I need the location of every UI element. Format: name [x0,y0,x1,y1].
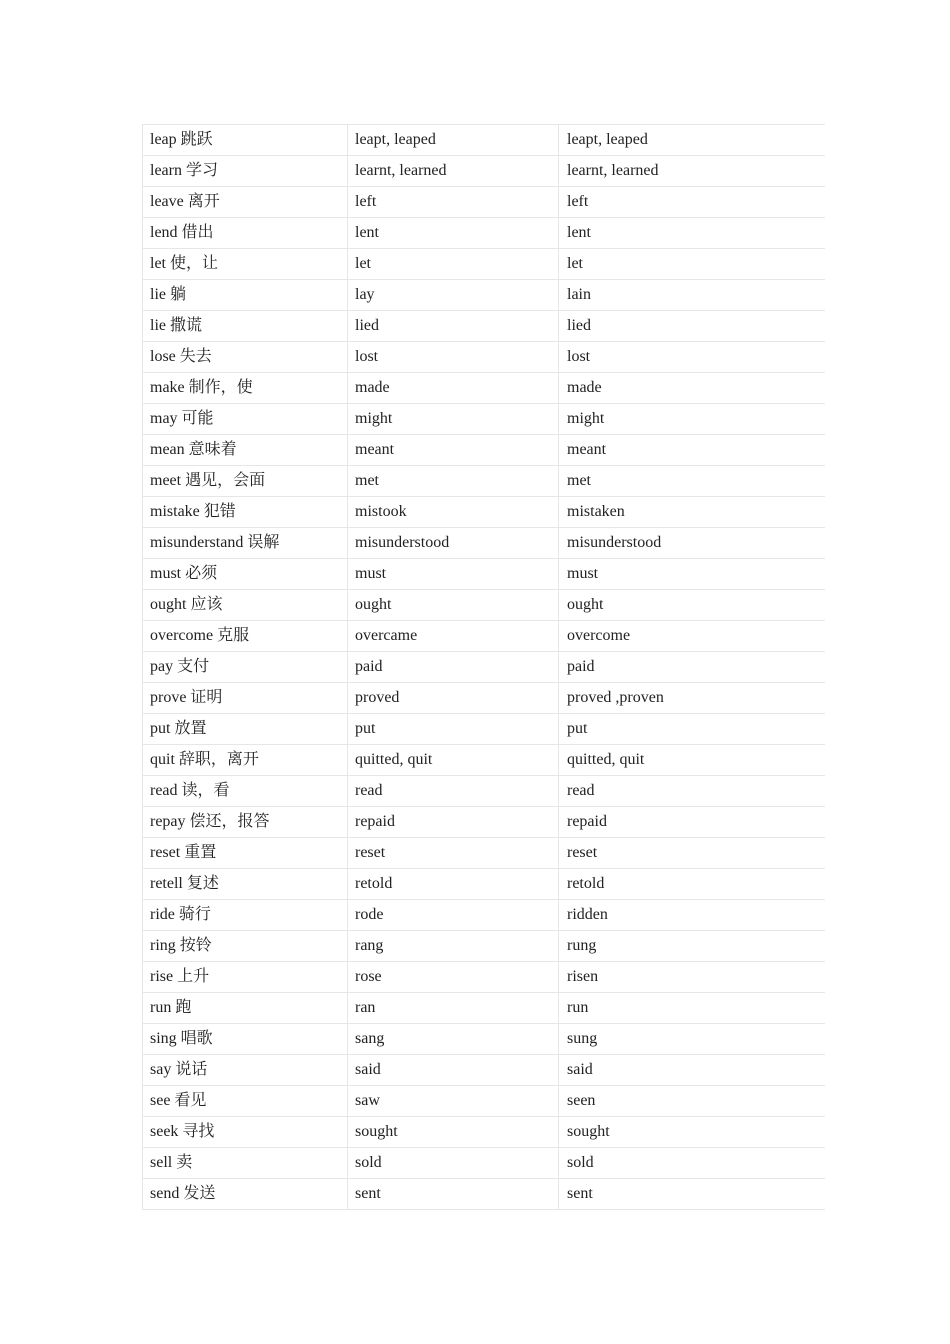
past-participle-cell: sent [559,1179,825,1210]
past-tense-cell: retold [348,869,559,900]
table-row [143,807,825,838]
table-row [143,1086,825,1117]
base-form-cell: ring 按铃 [143,931,348,962]
past-participle-cell: let [559,249,825,280]
base-form-cell: ought 应该 [143,590,348,621]
past-tense-cell: sought [348,1117,559,1148]
past-participle-cell: retold [559,869,825,900]
past-participle-cell: might [559,404,825,435]
past-tense-cell: meant [348,435,559,466]
base-form-cell: put 放置 [143,714,348,745]
past-participle-cell: ought [559,590,825,621]
table-row [143,373,825,404]
base-form-cell: mistake 犯错 [143,497,348,528]
past-tense-cell: lied [348,311,559,342]
table-row [143,1117,825,1148]
table-row [143,838,825,869]
table-row [143,559,825,590]
past-participle-cell: misunderstood [559,528,825,559]
past-participle-cell: sought [559,1117,825,1148]
table-row [143,1179,825,1210]
past-participle-cell: paid [559,652,825,683]
past-participle-cell: reset [559,838,825,869]
past-participle-cell: proved ,proven [559,683,825,714]
table-row [143,745,825,776]
base-form-cell: lend 借出 [143,218,348,249]
past-tense-cell: rang [348,931,559,962]
past-tense-cell: put [348,714,559,745]
past-tense-cell: lost [348,342,559,373]
table-row [143,962,825,993]
table-row [143,1055,825,1086]
past-tense-cell: quitted, quit [348,745,559,776]
past-participle-cell: meant [559,435,825,466]
past-tense-cell: rode [348,900,559,931]
past-tense-cell: mistook [348,497,559,528]
table-row [143,714,825,745]
table-row [143,621,825,652]
past-tense-cell: let [348,249,559,280]
table-row [143,466,825,497]
past-tense-cell: might [348,404,559,435]
base-form-cell: lie 躺 [143,280,348,311]
base-form-cell: must 必须 [143,559,348,590]
past-participle-cell: rung [559,931,825,962]
base-form-cell: lie 撒谎 [143,311,348,342]
past-participle-cell: sold [559,1148,825,1179]
past-tense-cell: sang [348,1024,559,1055]
table-row [143,311,825,342]
base-form-cell: run 跑 [143,993,348,1024]
base-form-cell: may 可能 [143,404,348,435]
past-participle-cell: learnt, learned [559,156,825,187]
base-form-cell: overcome 克服 [143,621,348,652]
base-form-cell: misunderstand 误解 [143,528,348,559]
past-tense-cell: sold [348,1148,559,1179]
table-row [143,993,825,1024]
base-form-cell: leave 离开 [143,187,348,218]
past-participle-cell: sung [559,1024,825,1055]
base-form-cell: retell 复述 [143,869,348,900]
past-tense-cell: repaid [348,807,559,838]
past-participle-cell: said [559,1055,825,1086]
past-tense-cell: leapt, leaped [348,125,559,156]
base-form-cell: sing 唱歌 [143,1024,348,1055]
past-participle-cell: must [559,559,825,590]
base-form-cell: let 使，让 [143,249,348,280]
base-form-cell: quit 辞职，离开 [143,745,348,776]
past-tense-cell: reset [348,838,559,869]
base-form-cell: learn 学习 [143,156,348,187]
past-tense-cell: made [348,373,559,404]
table-row [143,869,825,900]
table-row [143,528,825,559]
table-row [143,249,825,280]
base-form-cell: meet 遇见，会面 [143,466,348,497]
past-participle-cell: left [559,187,825,218]
base-form-cell: read 读，看 [143,776,348,807]
table-row [143,652,825,683]
base-form-cell: seek 寻找 [143,1117,348,1148]
past-tense-cell: saw [348,1086,559,1117]
irregular-verbs-table [142,124,825,1210]
past-participle-cell: lent [559,218,825,249]
past-participle-cell: read [559,776,825,807]
past-tense-cell: proved [348,683,559,714]
past-tense-cell: lent [348,218,559,249]
past-tense-cell: said [348,1055,559,1086]
base-form-cell: see 看见 [143,1086,348,1117]
base-form-cell: repay 偿还，报答 [143,807,348,838]
base-form-cell: make 制作，使 [143,373,348,404]
past-participle-cell: ridden [559,900,825,931]
past-participle-cell: mistaken [559,497,825,528]
base-form-cell: sell 卖 [143,1148,348,1179]
past-participle-cell: repaid [559,807,825,838]
base-form-cell: reset 重置 [143,838,348,869]
past-participle-cell: lain [559,280,825,311]
past-participle-cell: lost [559,342,825,373]
base-form-cell: ride 骑行 [143,900,348,931]
table-row [143,497,825,528]
table-row [143,435,825,466]
table-row [143,280,825,311]
past-tense-cell: ran [348,993,559,1024]
past-tense-cell: overcame [348,621,559,652]
past-participle-cell: lied [559,311,825,342]
base-form-cell: send 发送 [143,1179,348,1210]
table-row [143,404,825,435]
table-row [143,900,825,931]
past-participle-cell: seen [559,1086,825,1117]
table-row [143,1148,825,1179]
base-form-cell: rise 上升 [143,962,348,993]
past-tense-cell: learnt, learned [348,156,559,187]
past-tense-cell: left [348,187,559,218]
past-participle-cell: made [559,373,825,404]
table-row [143,776,825,807]
table-row [143,1024,825,1055]
table-row [143,187,825,218]
past-tense-cell: sent [348,1179,559,1210]
past-tense-cell: met [348,466,559,497]
past-participle-cell: run [559,993,825,1024]
past-participle-cell: met [559,466,825,497]
past-participle-cell: quitted, quit [559,745,825,776]
past-participle-cell: leapt, leaped [559,125,825,156]
past-tense-cell: read [348,776,559,807]
table-row [143,125,825,156]
base-form-cell: lose 失去 [143,342,348,373]
past-participle-cell: overcome [559,621,825,652]
past-tense-cell: ought [348,590,559,621]
past-tense-cell: must [348,559,559,590]
table-row [143,218,825,249]
base-form-cell: say 说话 [143,1055,348,1086]
base-form-cell: mean 意味着 [143,435,348,466]
table-row [143,931,825,962]
past-tense-cell: paid [348,652,559,683]
past-tense-cell: rose [348,962,559,993]
base-form-cell: leap 跳跃 [143,125,348,156]
base-form-cell: prove 证明 [143,683,348,714]
past-participle-cell: risen [559,962,825,993]
table-row [143,590,825,621]
table-row [143,156,825,187]
table-row [143,342,825,373]
past-participle-cell: put [559,714,825,745]
table-body [143,125,825,1210]
past-tense-cell: misunderstood [348,528,559,559]
base-form-cell: pay 支付 [143,652,348,683]
past-tense-cell: lay [348,280,559,311]
table-row [143,683,825,714]
